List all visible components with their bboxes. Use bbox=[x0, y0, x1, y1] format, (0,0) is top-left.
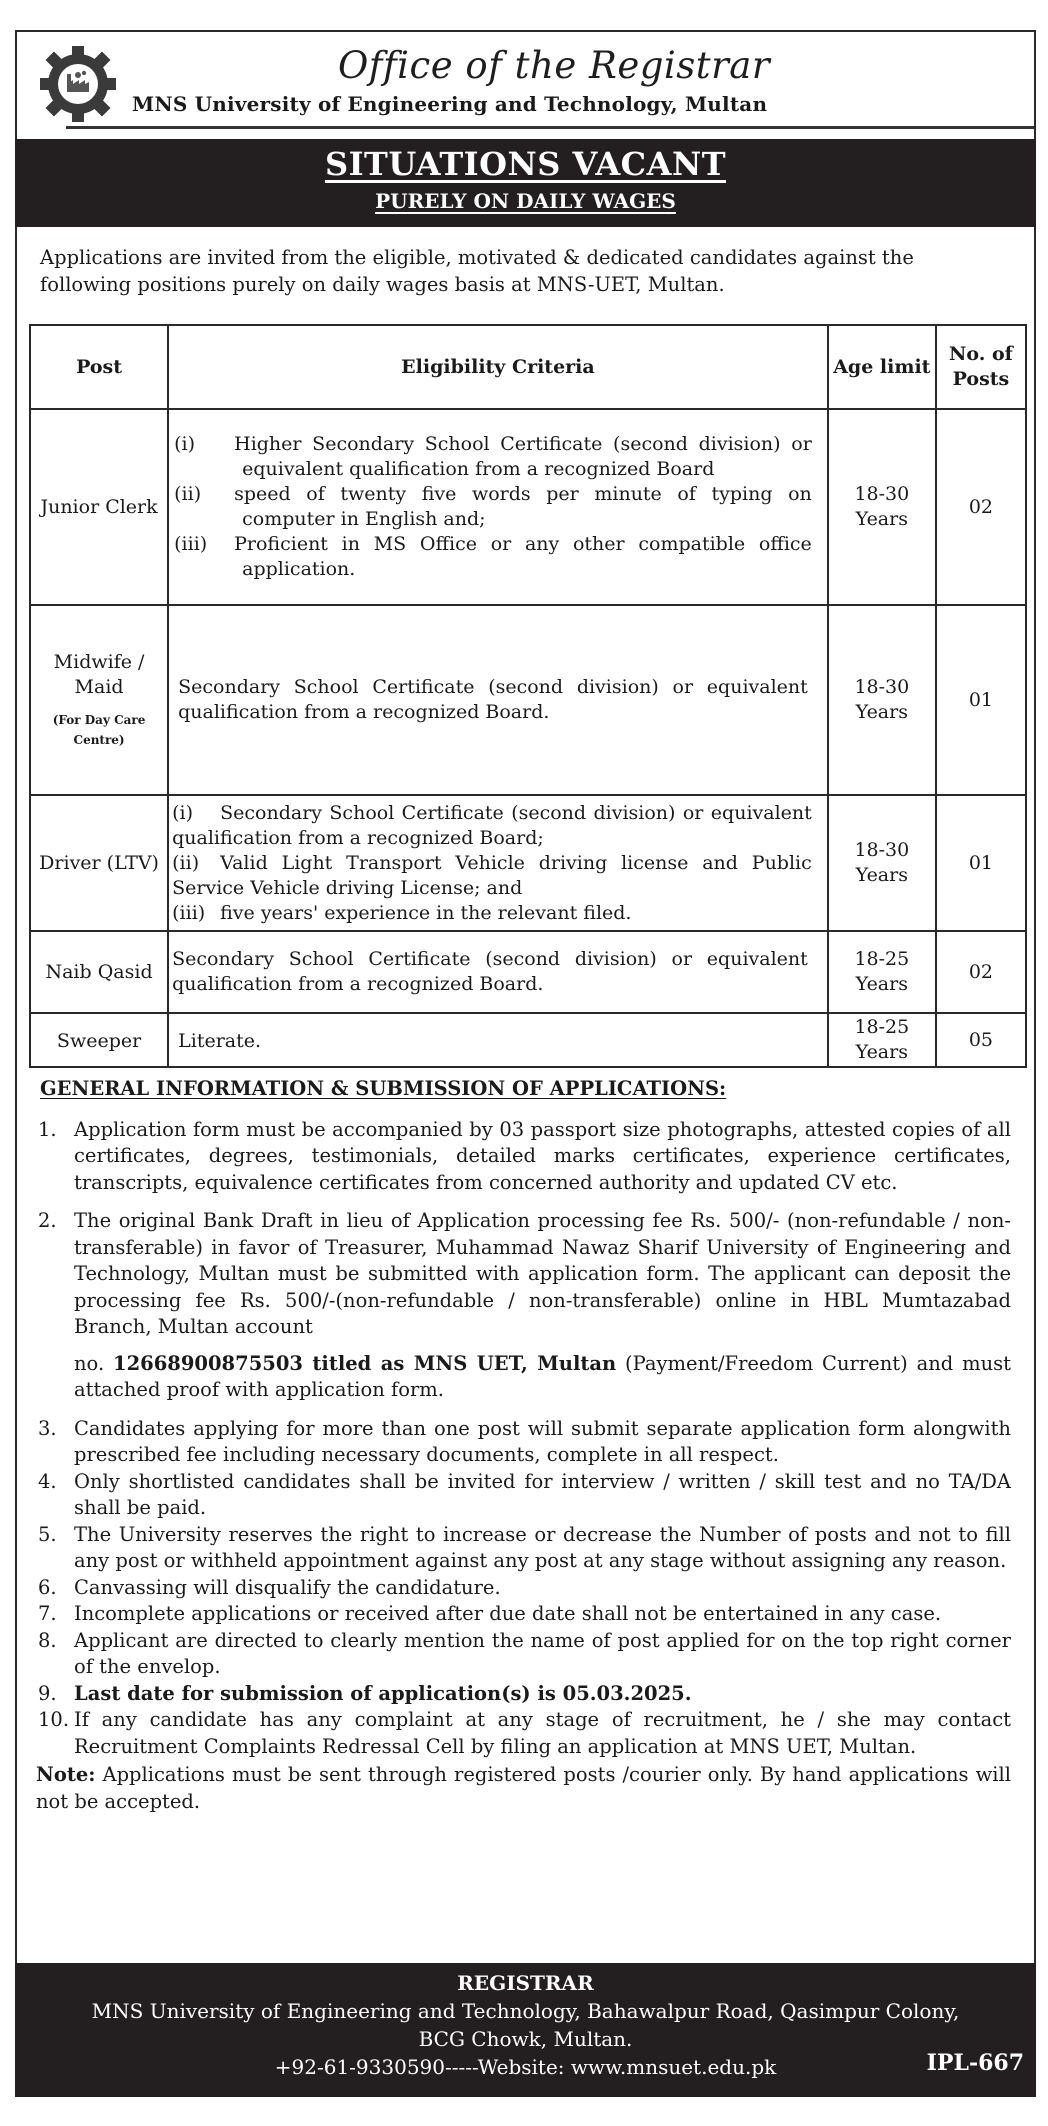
post-name: Naib Qasid bbox=[30, 931, 168, 1013]
general-info-heading: GENERAL INFORMATION & SUBMISSION OF APPLICATIONS: bbox=[40, 1077, 727, 1100]
table-row bbox=[30, 931, 1026, 1013]
number-of-posts: 01 bbox=[936, 795, 1026, 931]
table-row bbox=[30, 1013, 1026, 1067]
criterion-item: (iii) five years' experience in the relevant filed. bbox=[172, 901, 632, 924]
number-of-posts: 02 bbox=[936, 931, 1026, 1013]
post-note: (For Day Care Centre) bbox=[52, 713, 146, 747]
info-item: 1. Application form must be accompanied by 03 passport size photographs, attested copies of all certificates, degrees, testimonials, detailed marks certificates, experience certificates, transcripts, equivalence certificates from concerned authority and updated CV etc. bbox=[38, 1117, 1011, 1194]
submission-note: Note: Applications must be sent through registered posts /courier only. By hand applications will not be accepted. bbox=[36, 1763, 1011, 1813]
info-item: 8. Applicant are directed to clearly mention the name of post applied for on the top right corner of the envelop. bbox=[38, 1628, 1011, 1678]
eligibility-criteria bbox=[168, 409, 828, 605]
age-limit: 18-25 Years bbox=[828, 1013, 936, 1067]
criterion-item: (ii) speed of twenty five words per minute of typing on computer in English and; bbox=[174, 483, 812, 530]
criterion-item: (i) Higher Secondary School Certificate (second division) or equivalent qualification from a recognized Board bbox=[174, 433, 812, 480]
eligibility-criteria bbox=[168, 795, 828, 931]
table-row bbox=[30, 795, 1026, 931]
header-divider bbox=[66, 126, 1034, 129]
banner-subtitle: PURELY ON DAILY WAGES bbox=[375, 189, 676, 213]
post-name: Driver (LTV) bbox=[30, 795, 168, 931]
number-of-posts: 02 bbox=[936, 409, 1026, 605]
age-limit: 18-30 Years bbox=[828, 409, 936, 605]
vacancies-table bbox=[29, 324, 1027, 1068]
criterion-item: (iii) Proficient in MS Office or any other compatible office application. bbox=[174, 533, 812, 580]
last-date-item: 9. Last date for submission of application(s) is 05.03.2025. bbox=[38, 1681, 692, 1705]
intro-paragraph: Applications are invited from the eligible, motivated & dedicated candidates against the following positions purely on daily wages basis at MNS-UET, Multan. bbox=[40, 246, 914, 296]
post-name: Junior Clerk bbox=[30, 409, 168, 605]
bank-account-details: no. 12668900875503 titled as MNS UET, Multan (Payment/Freedom Current) and must attached proof with application form. bbox=[74, 1351, 1011, 1401]
situations-vacant-banner bbox=[15, 139, 1036, 227]
post-name: Sweeper bbox=[30, 1013, 168, 1067]
number-of-posts: 01 bbox=[936, 605, 1026, 795]
general-information-section bbox=[36, 1076, 1011, 1815]
age-limit: 18-30 Years bbox=[828, 605, 936, 795]
age-limit: 18-25 Years bbox=[828, 931, 936, 1013]
col-header-post: Post bbox=[30, 325, 168, 409]
eligibility-criteria: Secondary School Certificate (second division) or equivalent qualification from a recognized Board. bbox=[168, 931, 828, 1013]
info-item: 2. The original Bank Draft in lieu of Application processing fee Rs. 500/- (non-refundable / non-transferable) in favor of Treasurer, Muhammad Nawaz Sharif University of Engineering and Technology, Multan must be submitted with application form. The applicant can deposit the processing fee Rs. 500/-(non-refundable / non-transferable) online in HBL Mumtazabad Branch, Multan account no. 12668900875503 titled as MNS UET, Multan (Payment/Freedom Current) and must attached proof with application form. bbox=[36, 1208, 1011, 1404]
table-row bbox=[30, 605, 1026, 795]
post-name: Midwife / Maid (For Day Care Centre) bbox=[30, 605, 168, 795]
registrar-footer bbox=[15, 1963, 1036, 2097]
footer-contact bbox=[15, 2050, 1036, 2081]
university-name: MNS University of Engineering and Technology, Multan bbox=[132, 92, 768, 116]
info-item: 6. Canvassing will disqualify the candidature. bbox=[38, 1575, 501, 1599]
account-number: 12668900875503 titled as MNS UET, Multan bbox=[113, 1351, 617, 1375]
footer-address: MNS University of Engineering and Technology, Bahawalpur Road, Qasimpur Colony, BCG Chowk, Multan. bbox=[91, 1999, 960, 2051]
criterion-item: (i) Secondary School Certificate (second division) or equivalent qualification from a recognized Board; bbox=[172, 801, 812, 849]
office-title: Office of the Registrar bbox=[337, 44, 771, 87]
info-item: 10. If any candidate has any complaint at any stage of recruitment, he / she may contact Recruitment Complaints Redressal Cell by filing an application at MNS UET, Multan. bbox=[38, 1708, 1011, 1758]
footer-title: REGISTRAR bbox=[457, 1971, 594, 1995]
age-limit: 18-30 Years bbox=[828, 795, 936, 931]
info-item: 5. The University reserves the right to increase or decrease the Number of posts and not to fill any post or withheld appointment against any post at any stage without assigning any reason. bbox=[38, 1522, 1011, 1572]
table-row bbox=[30, 409, 1026, 605]
number-of-posts: 05 bbox=[936, 1013, 1026, 1067]
info-item: 3. Candidates applying for more than one post will submit separate application form alongwith prescribed fee including necessary documents, complete in all respect. bbox=[38, 1416, 1011, 1466]
eligibility-criteria: Secondary School Certificate (second division) or equivalent qualification from a recognized Board. bbox=[168, 605, 828, 795]
criterion-item: (ii) Valid Light Transport Vehicle driving license and Public Service Vehicle driving License; and bbox=[172, 851, 812, 899]
col-header-age: Age limit bbox=[828, 325, 936, 409]
banner-title: SITUATIONS VACANT bbox=[324, 145, 727, 183]
col-header-eligibility: Eligibility Criteria bbox=[168, 325, 828, 409]
ad-reference-code: IPL-667 bbox=[926, 2050, 1024, 2076]
info-item: 7. Incomplete applications or received after due date shall not be entertained in any case. bbox=[38, 1602, 942, 1625]
col-header-posts: No. of Posts bbox=[936, 325, 1026, 409]
contact-phone-website: +92-61-9330590-----Website: www.mnsuet.edu.pk bbox=[274, 2055, 777, 2079]
info-item: 4. Only shortlisted candidates shall be invited for interview / written / skill test and no TA/DA shall be paid. bbox=[38, 1469, 1011, 1519]
table-header-row bbox=[30, 325, 1026, 409]
eligibility-criteria: Literate. bbox=[168, 1013, 828, 1067]
